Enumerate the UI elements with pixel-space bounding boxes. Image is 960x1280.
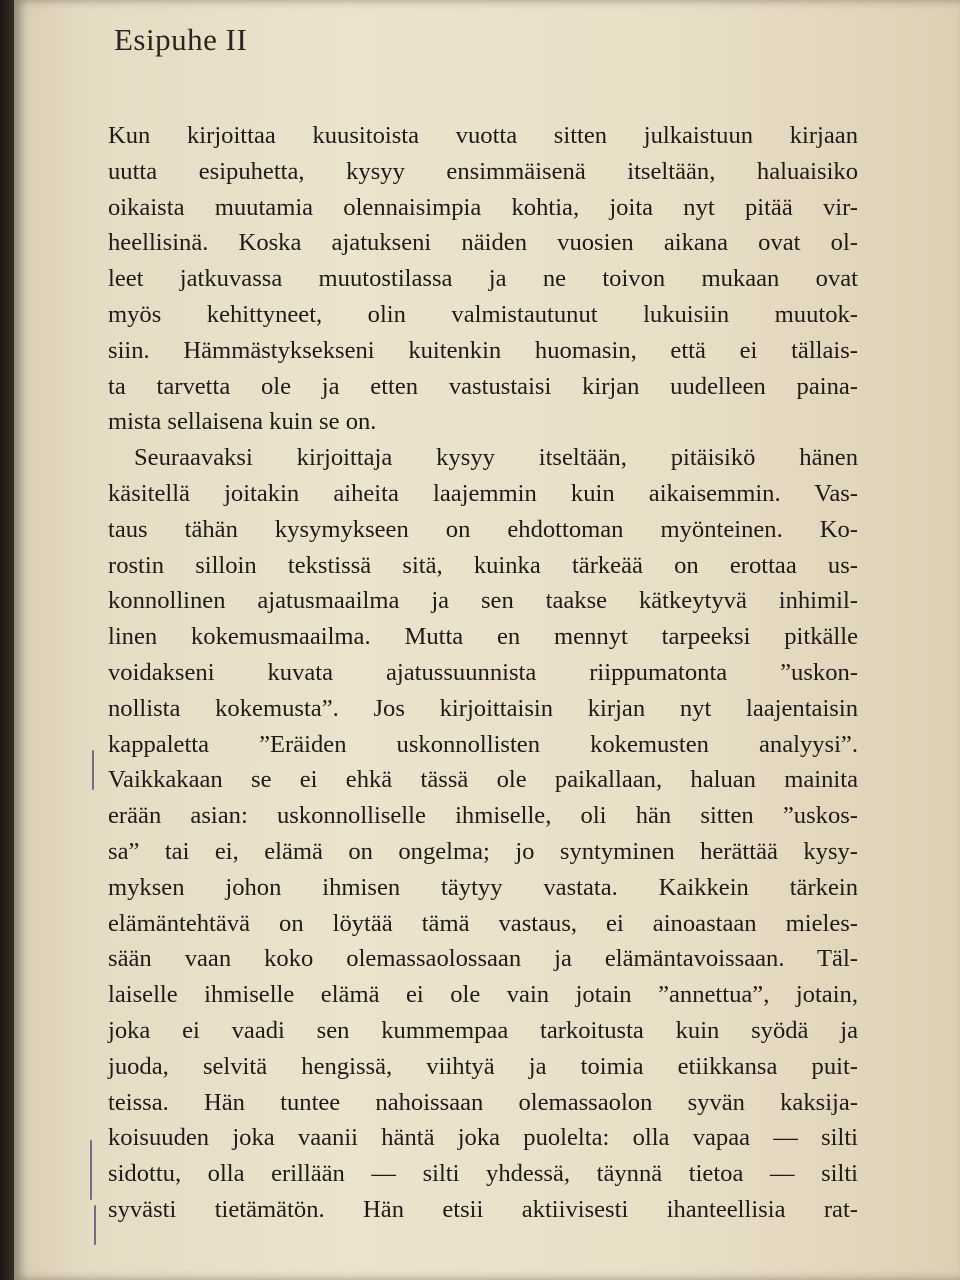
text-line: voidakseni kuvata ajatussuunnista riippumatonta ”uskon-: [108, 658, 858, 686]
margin-pencil-mark: [94, 1205, 96, 1245]
text-line: juoda, selvitä hengissä, viihtyä ja toimia etiikkansa puit-: [108, 1052, 858, 1080]
text-line: konnollinen ajatusmaailma ja sen taakse kätkeytyvä inhimil-: [108, 587, 858, 615]
text-line: joka ei vaadi sen kummempaa tarkoitusta kuin syödä ja: [108, 1016, 858, 1044]
text-line: laiselle ihmiselle elämä ei ole vain jotain ”annettua”, jotain,: [108, 981, 858, 1009]
text-line: sään vaan koko olemassaolossaan ja elämäntavoissaan. Täl-: [108, 945, 858, 973]
text-line: taus tähän kysymykseen on ehdottoman myönteinen. Ko-: [108, 515, 858, 543]
text-line: leet jatkuvassa muutostilassa ja ne toivon mukaan ovat: [108, 265, 858, 293]
paragraph-2: [108, 440, 858, 1228]
text-line: ta tarvetta ole ja etten vastustaisi kirjan uudelleen paina-: [108, 372, 858, 400]
body-text: [108, 118, 858, 1228]
chapter-heading: Esipuhe II: [114, 22, 248, 57]
text-line: koisuuden joka vaanii häntä joka puolelta: olla vapaa — silti: [108, 1124, 858, 1152]
text-line: uutta esipuhetta, kysyy ensimmäisenä itseltään, haluaisiko: [108, 157, 858, 185]
text-line: sa” tai ei, elämä on ongelma; jo syntyminen herättää kysy-: [108, 837, 858, 865]
text-line: syvästi tietämätön. Hän etsii aktiivisesti ihanteellisia rat-: [108, 1195, 858, 1223]
text-line: oikaista muutamia olennaisimpia kohtia, joita nyt pitää vir-: [108, 193, 858, 221]
text-line: rostin silloin tekstissä sitä, kuinka tärkeää on erottaa us-: [108, 551, 858, 579]
text-line: myös kehittyneet, olin valmistautunut lukuisiin muutok-: [108, 300, 858, 328]
text-line: kappaletta ”Eräiden uskonnollisten kokemusten analyysi”.: [108, 730, 858, 758]
text-line: Seuraavaksi kirjoittaja kysyy itseltään, pitäisikö hänen: [134, 444, 858, 472]
text-line: nollista kokemusta”. Jos kirjoittaisin kirjan nyt laajentaisin: [108, 694, 858, 722]
text-line: käsitellä joitakin aiheita laajemmin kuin aikaisemmin. Vas-: [108, 479, 858, 507]
text-line: elämäntehtävä on löytää tämä vastaus, ei ainoastaan mieles-: [108, 909, 858, 937]
margin-pencil-mark: [92, 750, 94, 790]
text-line: myksen johon ihmisen täytyy vastata. Kaikkein tärkein: [108, 873, 858, 901]
text-line: mista sellaisena kuin se on.: [108, 408, 377, 436]
paragraph-1: [108, 118, 858, 440]
margin-pencil-mark: [90, 1140, 92, 1200]
text-line: Vaikkakaan se ei ehkä tässä ole paikallaan, haluan mainita: [108, 766, 858, 794]
text-line: erään asian: uskonnolliselle ihmiselle, oli hän sitten ”uskos-: [108, 802, 858, 830]
book-spine-shadow: [0, 0, 14, 1280]
text-line: teissa. Hän tuntee nahoissaan olemassaolon syvän kaksija-: [108, 1088, 858, 1116]
text-line: Kun kirjoittaa kuusitoista vuotta sitten julkaistuun kirjaan: [108, 122, 858, 149]
text-line: sidottu, olla erillään — silti yhdessä, täynnä tietoa — silti: [108, 1160, 858, 1188]
text-line: siin. Hämmästyksekseni kuitenkin huomasin, että ei tällais-: [108, 336, 858, 364]
text-line: linen kokemusmaailma. Mutta en mennyt tarpeeksi pitkälle: [108, 623, 858, 651]
book-page: [14, 0, 960, 1280]
text-line: heellisinä. Koska ajatukseni näiden vuosien aikana ovat ol-: [108, 229, 858, 257]
